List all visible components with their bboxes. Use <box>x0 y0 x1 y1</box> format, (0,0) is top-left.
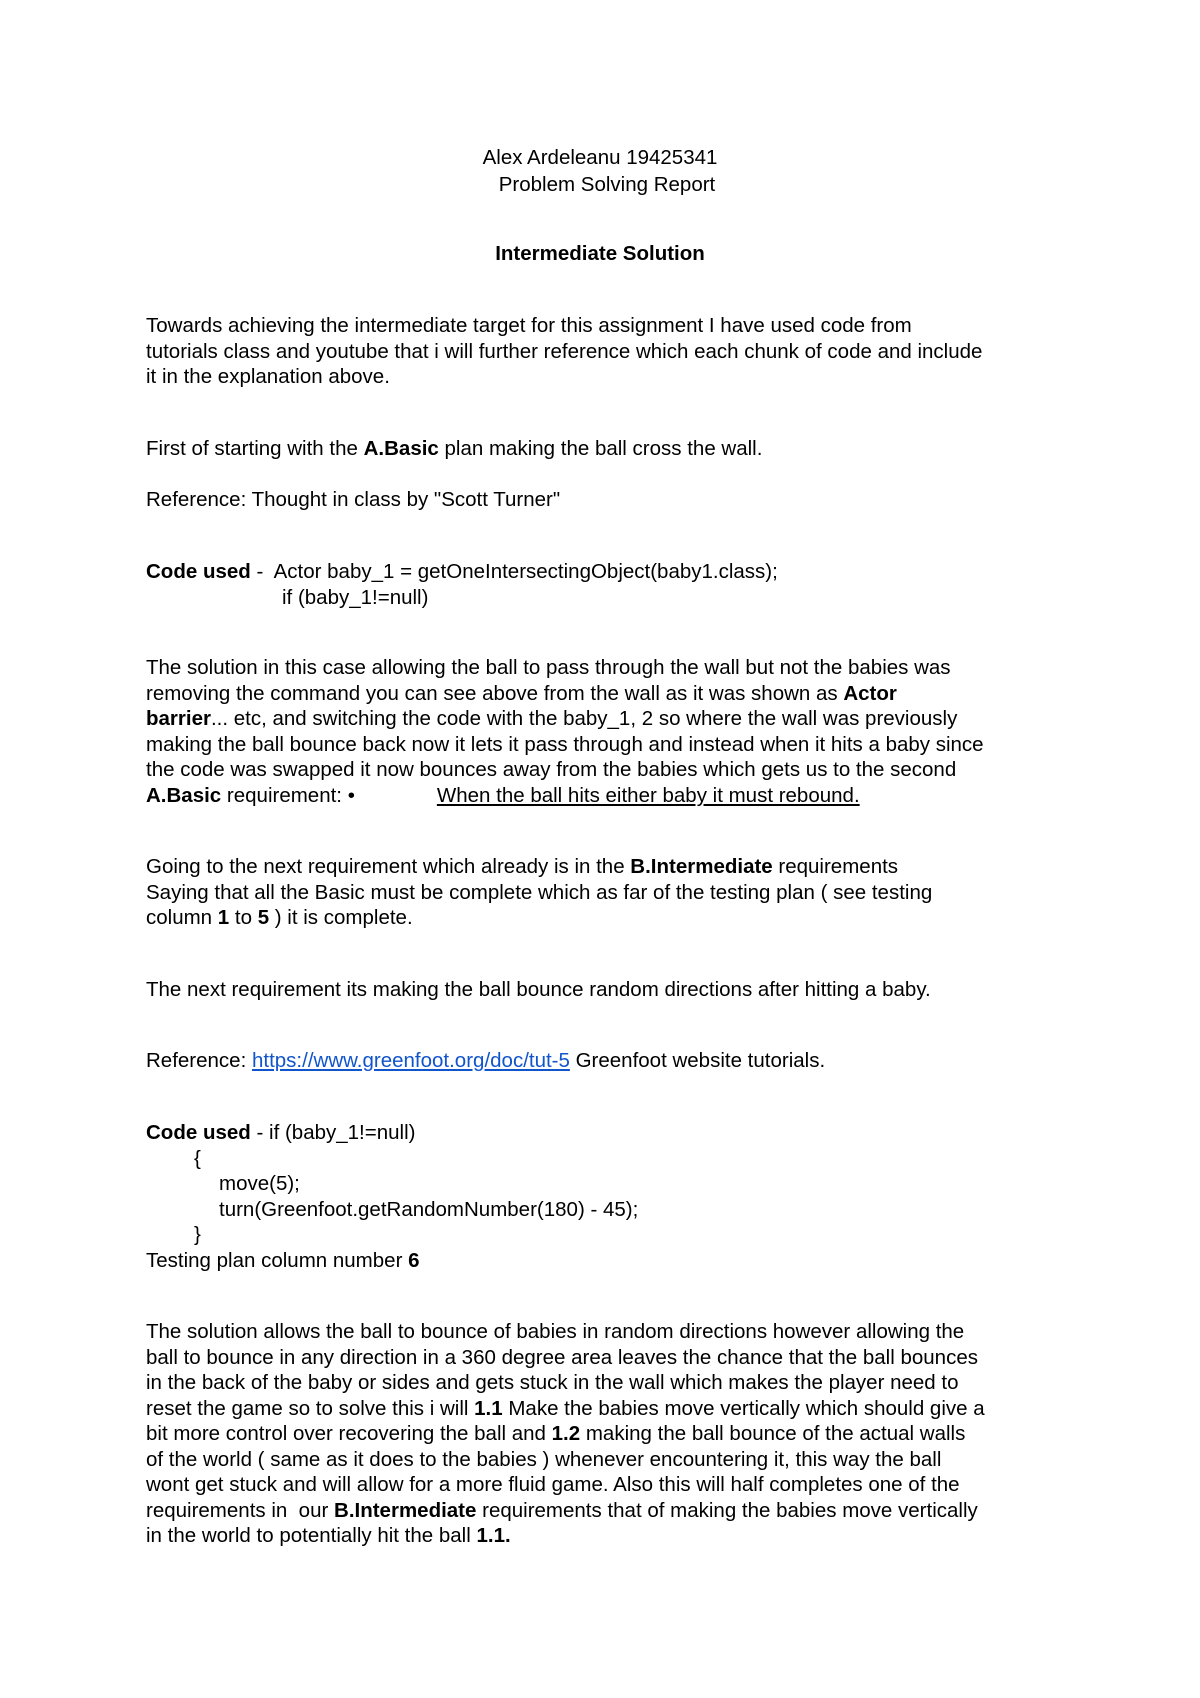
solution1-line-6 <box>146 784 860 808</box>
solution1-l2-bold: Actor <box>843 682 897 705</box>
solution1-requirement-underlined: When the ball hits either baby it must rebound. <box>436 784 860 807</box>
solution2-l8-pre: requirements in our <box>146 1499 335 1522</box>
solution1-l3-post: ... etc, and switching the code with the baby_1, 2 so where the wall was previously <box>210 707 958 730</box>
random-code-line-1 <box>146 1121 415 1145</box>
solution2-line-1: The solution allows the ball to bounce of babies in random directions however allowing the <box>146 1320 965 1343</box>
basic-code-line-1 <box>146 560 778 584</box>
random-ref-pre: Reference: <box>146 1049 252 1072</box>
next-req-l3-post: ) it is complete. <box>269 906 413 929</box>
solution2-line-6: of the world ( same as it does to the babies ) whenever encountering it, this way the ball <box>146 1448 942 1471</box>
intro-line-2: tutorials class and youtube that i will further reference which each chunk of code and include <box>146 340 983 363</box>
basic-code-line-2: if (baby_1!=null) <box>282 586 429 609</box>
solution2-line-2: ball to bounce in any direction in a 360 degree area leaves the chance that the ball bounces <box>146 1346 978 1369</box>
intro-line-1: Towards achieving the intermediate target for this assignment I have used code from <box>146 314 912 337</box>
solution1-l6-bold: A.Basic <box>146 784 222 807</box>
solution1-line-1: The solution in this case allowing the ball to pass through the wall but not the babies was <box>146 656 951 679</box>
solution1-line-5: the code was swapped it now bounces away from the babies which gets us to the second <box>146 758 957 781</box>
solution1-l2-pre: removing the command you can see above from the wall as it was shown as <box>146 682 844 705</box>
solution2-l8-bold: B.Intermediate <box>334 1499 477 1522</box>
section-title <box>0 242 1200 266</box>
next-req-l3-b1: 1 <box>217 906 230 929</box>
solution2-l4-bold: 1.1 <box>474 1397 503 1420</box>
next-req-line-2: Saying that all the Basic must be complete which as far of the testing plan ( see testing <box>146 881 933 904</box>
solution1-l3-bold: barrier <box>146 707 211 730</box>
random-code-sep: - <box>250 1121 270 1144</box>
author-line: Alex Ardeleanu 19425341 <box>482 146 718 169</box>
greenfoot-tutorial-link[interactable]: https://www.greenfoot.org/doc/tut-5 <box>251 1049 570 1072</box>
testing-plan-number: 6 <box>408 1249 420 1272</box>
next-req-l3-b2: 5 <box>257 906 270 929</box>
solution2-line-9 <box>146 1524 511 1548</box>
solution2-l5-pre: bit more control over recovering the ball and <box>146 1422 552 1445</box>
section-title-text: Intermediate Solution <box>495 242 705 265</box>
next-req-line-3 <box>146 906 413 930</box>
random-req-line: The next requirement its making the ball bounce random directions after hitting a baby. <box>146 978 931 1001</box>
next-req-l1-pre: Going to the next requirement which already is in the <box>146 855 631 878</box>
report-subtitle: Problem Solving Report <box>498 173 716 196</box>
basic-plan-line <box>146 437 762 461</box>
random-code-open-brace: { <box>194 1147 201 1170</box>
next-req-l3-pre: column <box>146 906 218 929</box>
solution2-line-7: wont get stuck and will allow for a more fluid game. Also this will half completes one of the <box>146 1473 960 1496</box>
next-req-l3-mid: to <box>229 906 258 929</box>
next-req-l1-post: requirements <box>772 855 899 878</box>
basic-plan-bold: A.Basic <box>363 437 439 460</box>
solution2-line-4 <box>146 1397 985 1421</box>
random-code-1: if (baby_1!=null) <box>269 1121 416 1144</box>
random-code-line-2: move(5); <box>219 1172 300 1195</box>
solution2-line-8 <box>146 1499 978 1523</box>
basic-code-1: Actor baby_1 = getOneIntersectingObject(baby1.class); <box>273 560 778 583</box>
next-req-l1-bold: B.Intermediate <box>630 855 773 878</box>
solution2-l9-pre: in the world to potentially hit the ball <box>146 1524 477 1547</box>
basic-reference: Reference: Thought in class by "Scott Turner" <box>146 488 561 511</box>
solution2-l8-post: requirements that of making the babies move vertically <box>476 1499 978 1522</box>
basic-plan-post: plan making the ball cross the wall. <box>438 437 763 460</box>
solution1-line-2 <box>146 682 897 706</box>
solution2-l5-post: making the ball bounce of the actual walls <box>580 1422 966 1445</box>
random-reference <box>146 1049 825 1073</box>
random-ref-post: Greenfoot website tutorials. <box>569 1049 826 1072</box>
next-req-line-1 <box>146 855 898 879</box>
testing-plan-pre: Testing plan column number <box>146 1249 409 1272</box>
basic-code-label: Code used <box>146 560 251 583</box>
solution2-l4-pre: reset the game so to solve this i will <box>146 1397 475 1420</box>
random-code-close-brace: } <box>194 1223 201 1246</box>
solution2-l4-post: Make the babies move vertically which should give a <box>502 1397 985 1420</box>
solution2-line-3: in the back of the baby or sides and gets stuck in the wall which makes the player need to <box>146 1371 959 1394</box>
random-code-line-3: turn(Greenfoot.getRandomNumber(180) - 45); <box>219 1198 639 1221</box>
solution2-l9-bold: 1.1. <box>476 1524 511 1547</box>
intro-line-3: it in the explanation above. <box>146 365 390 388</box>
solution1-line-4: making the ball bounce back now it lets it pass through and instead when it hits a baby since <box>146 733 984 756</box>
basic-plan-pre: First of starting with the <box>146 437 364 460</box>
random-code-label: Code used <box>146 1121 251 1144</box>
solution2-l5-bold: 1.2 <box>551 1422 581 1445</box>
solution1-line-3 <box>146 707 957 731</box>
basic-code-sep: - <box>250 560 274 583</box>
solution2-line-5 <box>146 1422 965 1446</box>
testing-plan-line <box>146 1249 420 1273</box>
solution1-l6-mid: requirement: • <box>221 784 355 807</box>
